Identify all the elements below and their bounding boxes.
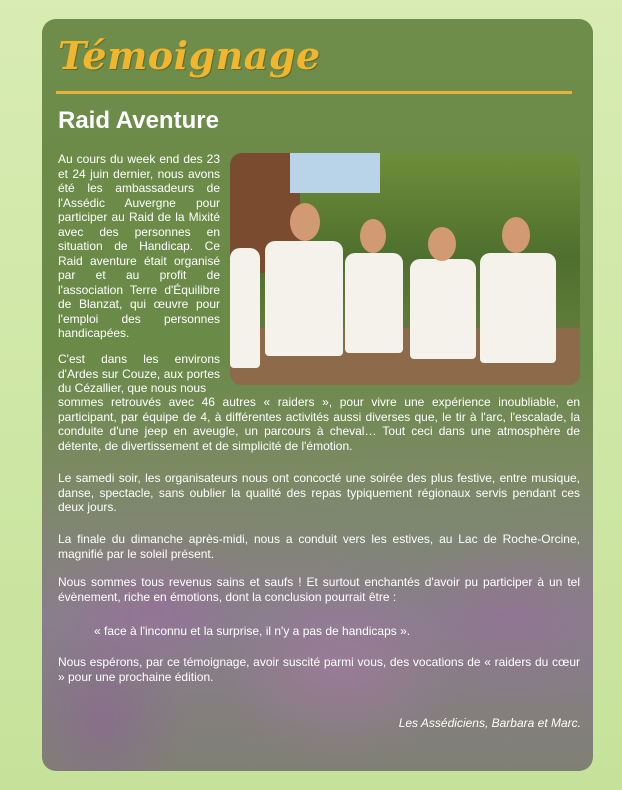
quote: « face à l'inconnu et la surprise, il n'y a pas de handicaps ». — [94, 624, 411, 638]
photo-head — [360, 219, 386, 253]
paragraph-6: Nous espérons, par ce témoignage, avoir suscité parmi vous, des vocations de « raiders du cœur » pour une prochaine édition. — [58, 655, 580, 684]
photo-head — [290, 203, 320, 241]
photo-sky — [290, 153, 380, 193]
photo-person — [345, 253, 403, 353]
article-panel — [42, 19, 593, 771]
paragraph-3: Le samedi soir, les organisateurs nous ont concocté une soirée des plus festive, entre musique, danse, spectacle, sans oublier la qualité des repas typiquement régionaux servis pendant ces deux jours. — [58, 471, 580, 514]
paragraph-4: La finale du dimanche après-midi, nous a conduit vers les estives, au Lac de Roche-Orcine, magnifié par le soleil présent. — [58, 532, 580, 561]
article-title: Raid Aventure — [58, 107, 219, 134]
intro-paragraph: Au cours du week end des 23 et 24 juin dernier, nous avons été les ambassadeurs de l'Assédic Auvergne pour participer au Raid de la Mixité avec des personnes en situation de Handicap. Ce Raid aventure était organisé par et au profit de l'association Terre d'Équilibre de Blanzat, qui œuvre pour l'emploi des personnes handicapées. — [58, 152, 220, 340]
section-heading: Témoignage — [58, 33, 321, 78]
photo-person — [480, 253, 556, 363]
photo-head — [428, 227, 456, 261]
photo-head — [502, 217, 530, 253]
heading-divider — [56, 91, 572, 94]
paragraph-2-start: C'est dans les environs d'Ardes sur Couze, aux portes du Cézallier, que nous nous — [58, 352, 220, 395]
photo-person — [230, 248, 260, 368]
paragraph-5: Nous sommes tous revenus sains et saufs ! Et surtout enchantés d'avoir pu participer à un tel évènement, riche en émotions, dont la conclusion pourrait être : — [58, 575, 580, 604]
paragraph-2-end: sommes retrouvés avec 46 autres « raiders », pour vivre une expérience inoubliable, en participant, par équipe de 4, à différentes activités aussi diverses que, le tir à l'arc, l'escalade, la conduite d'une jeep en aveugle, un parcours à cheval… Tout ceci dans une atmosphère de détente, de divertissement et de simplicité de l'émotion. — [58, 395, 580, 453]
photo-person — [410, 259, 476, 359]
group-photo — [230, 153, 580, 385]
photo-person — [265, 241, 343, 356]
signature: Les Assédiciens, Barbara et Marc. — [398, 716, 581, 730]
